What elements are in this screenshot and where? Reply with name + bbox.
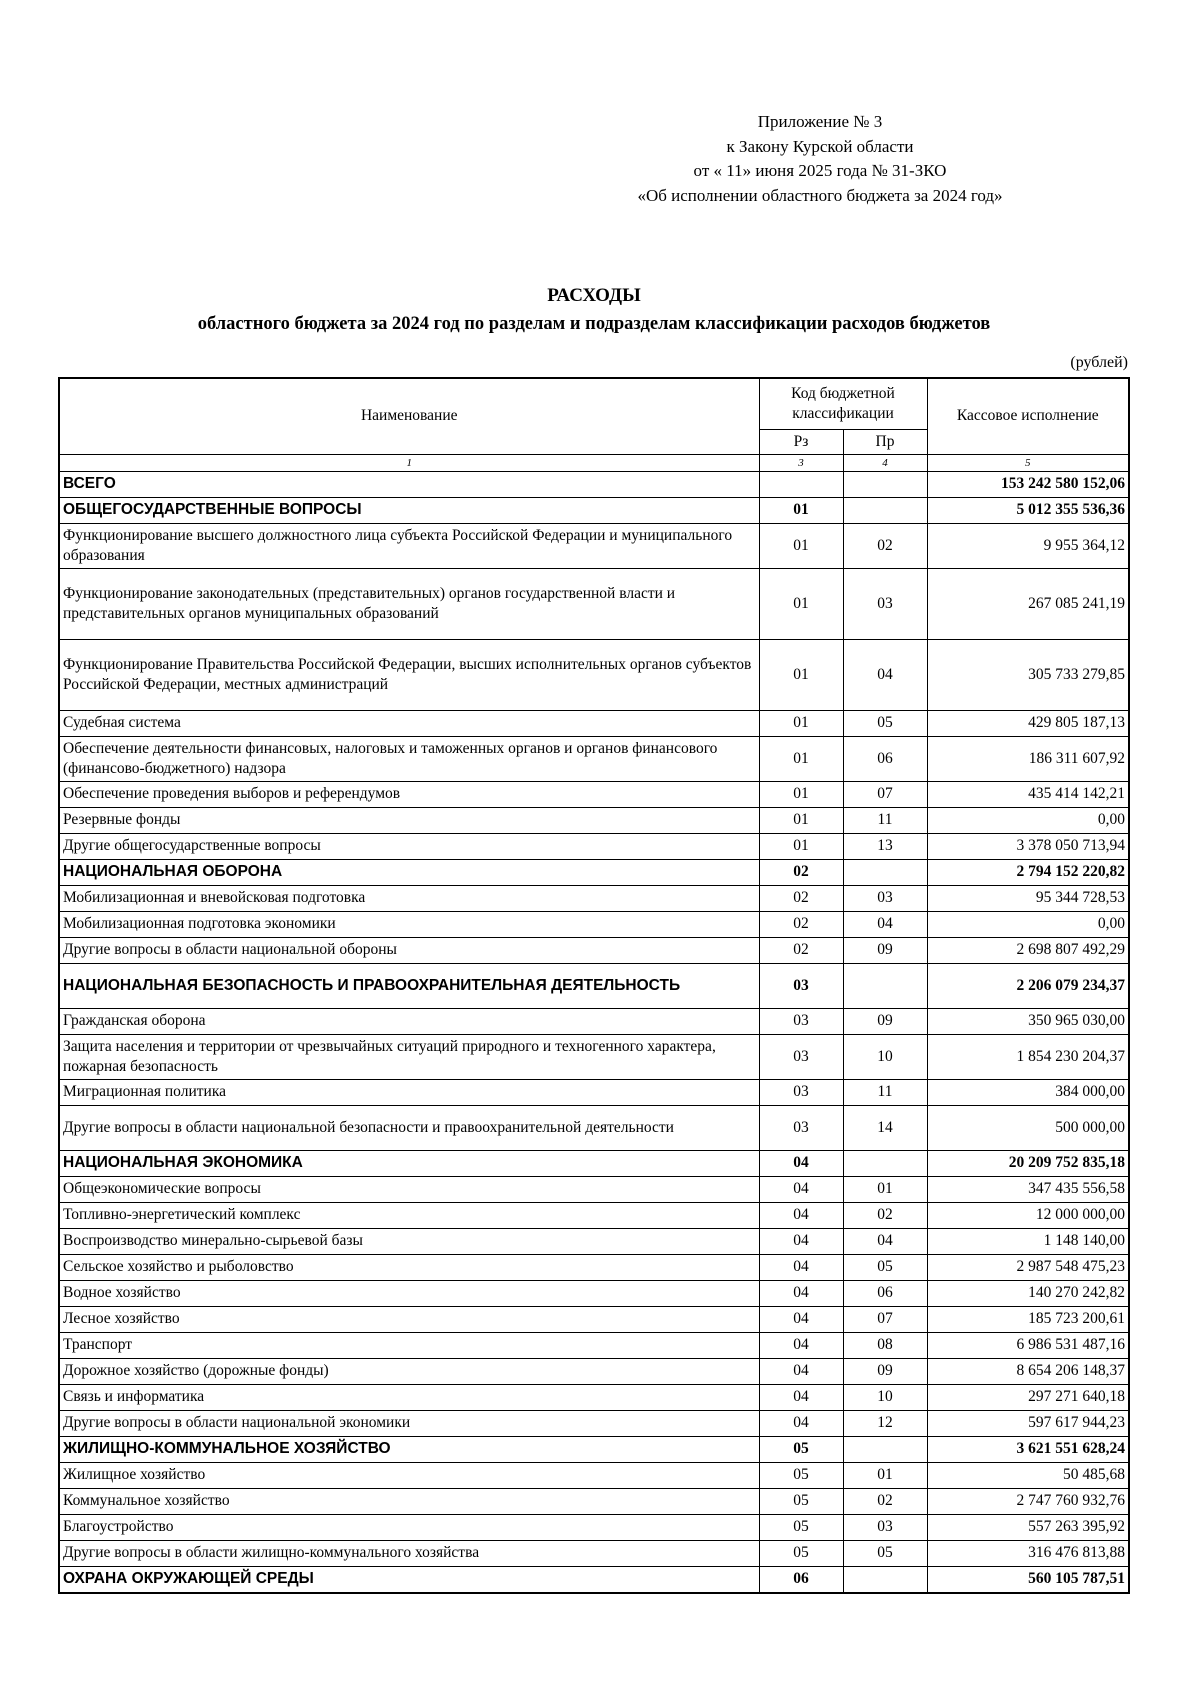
- row-name: ОХРАНА ОКРУЖАЮЩЕЙ СРЕДЫ: [59, 1566, 759, 1593]
- row-pr-code: 14: [843, 1105, 927, 1150]
- row-rz-code: 03: [759, 963, 843, 1008]
- table-section-row: [59, 1150, 1129, 1176]
- appendix-line-3: от « 11» июня 2025 года № 31-ЗКО: [693, 161, 947, 180]
- row-amount: 435 414 142,21: [927, 781, 1129, 807]
- row-amount: 8 654 206 148,37: [927, 1358, 1129, 1384]
- row-amount: 6 986 531 487,16: [927, 1332, 1129, 1358]
- row-pr-code: 04: [843, 1228, 927, 1254]
- row-rz-code: 01: [759, 736, 843, 781]
- row-pr-code: 05: [843, 1540, 927, 1566]
- index-col-5: 5: [927, 454, 1129, 471]
- row-name: Благоустройство: [59, 1514, 759, 1540]
- row-amount: 2 698 807 492,29: [927, 937, 1129, 963]
- title-main: РАСХОДЫ: [547, 285, 641, 306]
- row-amount: 500 000,00: [927, 1105, 1129, 1150]
- row-name: Воспроизводство минерально-сырьевой базы: [59, 1228, 759, 1254]
- row-pr-code: 10: [843, 1034, 927, 1079]
- row-rz-code: 05: [759, 1462, 843, 1488]
- row-amount: 20 209 752 835,18: [927, 1150, 1129, 1176]
- row-amount: 3 621 551 628,24: [927, 1436, 1129, 1462]
- header-pr: Пр: [843, 429, 927, 454]
- row-name: Резервные фонды: [59, 807, 759, 833]
- row-amount: 140 270 242,82: [927, 1280, 1129, 1306]
- row-name: Водное хозяйство: [59, 1280, 759, 1306]
- table-section-row: [59, 1566, 1129, 1593]
- table-row: [59, 639, 1129, 710]
- row-pr-code: [843, 963, 927, 1008]
- row-rz-code: 04: [759, 1202, 843, 1228]
- row-pr-code: 02: [843, 1488, 927, 1514]
- row-rz-code: 05: [759, 1436, 843, 1462]
- row-pr-code: 03: [843, 885, 927, 911]
- appendix-line-4: «Об исполнении областного бюджета за 2024 год»: [637, 185, 1003, 205]
- appendix-line-1: Приложение № 3: [757, 112, 883, 131]
- header-name: Наименование: [59, 378, 759, 454]
- row-name: Функционирование высшего должностного лица субъекта Российской Федерации и муниципального образования: [59, 523, 759, 568]
- table-row: [59, 1332, 1129, 1358]
- row-rz-code: 06: [759, 1566, 843, 1593]
- row-rz-code: 04: [759, 1150, 843, 1176]
- row-pr-code: [843, 471, 927, 497]
- row-rz-code: 04: [759, 1280, 843, 1306]
- row-name: Жилищное хозяйство: [59, 1462, 759, 1488]
- row-rz-code: 04: [759, 1176, 843, 1202]
- row-name: Мобилизационная и вневойсковая подготовка: [59, 885, 759, 911]
- row-pr-code: [843, 497, 927, 523]
- row-name: Сельское хозяйство и рыболовство: [59, 1254, 759, 1280]
- row-amount: 1 854 230 204,37: [927, 1034, 1129, 1079]
- row-rz-code: 04: [759, 1332, 843, 1358]
- row-pr-code: 02: [843, 523, 927, 568]
- row-amount: 384 000,00: [927, 1079, 1129, 1105]
- row-rz-code: 02: [759, 885, 843, 911]
- row-amount: 3 378 050 713,94: [927, 833, 1129, 859]
- row-pr-code: 07: [843, 1306, 927, 1332]
- title-subtitle: областного бюджета за 2024 год по разделам и подразделам классификации расходов бюджетов: [197, 314, 991, 334]
- row-rz-code: 02: [759, 859, 843, 885]
- row-amount: 305 733 279,85: [927, 639, 1129, 710]
- row-rz-code: 01: [759, 781, 843, 807]
- table-body: [59, 471, 1129, 1593]
- row-pr-code: 03: [843, 1514, 927, 1540]
- row-rz-code: 04: [759, 1306, 843, 1332]
- table-row: [59, 710, 1129, 736]
- row-amount: 350 965 030,00: [927, 1008, 1129, 1034]
- row-name: НАЦИОНАЛЬНАЯ БЕЗОПАСНОСТЬ И ПРАВООХРАНИТЕЛЬНАЯ ДЕЯТЕЛЬНОСТЬ: [59, 963, 759, 1008]
- row-pr-code: 08: [843, 1332, 927, 1358]
- row-pr-code: 05: [843, 1254, 927, 1280]
- row-name: Другие вопросы в области жилищно-коммунального хозяйства: [59, 1540, 759, 1566]
- row-name: ОБЩЕГОСУДАРСТВЕННЫЕ ВОПРОСЫ: [59, 497, 759, 523]
- table-section-row: [59, 497, 1129, 523]
- row-rz-code: 04: [759, 1254, 843, 1280]
- row-name: Коммунальное хозяйство: [59, 1488, 759, 1514]
- table-row: [59, 736, 1129, 781]
- row-name: Гражданская оборона: [59, 1008, 759, 1034]
- row-name: Судебная система: [59, 710, 759, 736]
- table-row: [59, 1202, 1129, 1228]
- table-row: [59, 911, 1129, 937]
- row-amount: 297 271 640,18: [927, 1384, 1129, 1410]
- table-row: [59, 1384, 1129, 1410]
- row-pr-code: [843, 1566, 927, 1593]
- row-pr-code: 07: [843, 781, 927, 807]
- row-name: НАЦИОНАЛЬНАЯ ЭКОНОМИКА: [59, 1150, 759, 1176]
- row-name: Дорожное хозяйство (дорожные фонды): [59, 1358, 759, 1384]
- row-amount: 560 105 787,51: [927, 1566, 1129, 1593]
- row-amount: 5 012 355 536,36: [927, 497, 1129, 523]
- row-amount: 557 263 395,92: [927, 1514, 1129, 1540]
- row-name: Другие вопросы в области национальной обороны: [59, 937, 759, 963]
- row-pr-code: 04: [843, 639, 927, 710]
- table-row: [59, 1034, 1129, 1079]
- row-pr-code: 03: [843, 568, 927, 639]
- table-row: [59, 1254, 1129, 1280]
- row-name: Транспорт: [59, 1332, 759, 1358]
- row-amount: 429 805 187,13: [927, 710, 1129, 736]
- table-row: [59, 1462, 1129, 1488]
- appendix-line-2: к Закону Курской области: [726, 136, 914, 156]
- row-rz-code: 03: [759, 1105, 843, 1150]
- row-name: Обеспечение проведения выборов и референдумов: [59, 781, 759, 807]
- row-name: Другие вопросы в области национальной экономики: [59, 1410, 759, 1436]
- row-pr-code: 06: [843, 1280, 927, 1306]
- row-pr-code: 13: [843, 833, 927, 859]
- table-row: [59, 807, 1129, 833]
- row-amount: 186 311 607,92: [927, 736, 1129, 781]
- row-amount: 2 794 152 220,82: [927, 859, 1129, 885]
- table-section-row: [59, 471, 1129, 497]
- table-row: [59, 1228, 1129, 1254]
- row-amount: 153 242 580 152,06: [927, 471, 1129, 497]
- table-section-row: [59, 859, 1129, 885]
- row-rz-code: [759, 471, 843, 497]
- row-rz-code: 03: [759, 1034, 843, 1079]
- row-rz-code: 01: [759, 807, 843, 833]
- row-name: Топливно-энергетический комплекс: [59, 1202, 759, 1228]
- row-pr-code: 09: [843, 937, 927, 963]
- table-row: [59, 1514, 1129, 1540]
- row-rz-code: 04: [759, 1228, 843, 1254]
- row-name: Другие общегосударственные вопросы: [59, 833, 759, 859]
- row-rz-code: 02: [759, 937, 843, 963]
- row-amount: 0,00: [927, 807, 1129, 833]
- row-rz-code: 02: [759, 911, 843, 937]
- row-rz-code: 01: [759, 639, 843, 710]
- row-name: Функционирование законодательных (представительных) органов государственной власти и представительных органов муниципальных образований: [59, 568, 759, 639]
- row-name: Обеспечение деятельности финансовых, налоговых и таможенных органов и органов финансового (финансово-бюджетного) надзора: [59, 736, 759, 781]
- row-amount: 2 206 079 234,37: [927, 963, 1129, 1008]
- table-row: [59, 1540, 1129, 1566]
- row-pr-code: 02: [843, 1202, 927, 1228]
- row-pr-code: 12: [843, 1410, 927, 1436]
- row-pr-code: 06: [843, 736, 927, 781]
- row-rz-code: 03: [759, 1008, 843, 1034]
- table-row: [59, 937, 1129, 963]
- row-amount: 0,00: [927, 911, 1129, 937]
- row-rz-code: 01: [759, 523, 843, 568]
- row-rz-code: 01: [759, 568, 843, 639]
- row-name: Лесное хозяйство: [59, 1306, 759, 1332]
- row-name: Защита населения и территории от чрезвычайных ситуаций природного и техногенного характера, пожарная безопасность: [59, 1034, 759, 1079]
- row-pr-code: 09: [843, 1358, 927, 1384]
- row-rz-code: 04: [759, 1410, 843, 1436]
- row-amount: 2 987 548 475,23: [927, 1254, 1129, 1280]
- row-pr-code: 10: [843, 1384, 927, 1410]
- row-rz-code: 03: [759, 1079, 843, 1105]
- row-name: ВСЕГО: [59, 471, 759, 497]
- expenditure-table: [58, 377, 1130, 1594]
- row-rz-code: 05: [759, 1514, 843, 1540]
- row-rz-code: 01: [759, 497, 843, 523]
- row-name: ЖИЛИЩНО-КОММУНАЛЬНОЕ ХОЗЯЙСТВО: [59, 1436, 759, 1462]
- row-amount: 95 344 728,53: [927, 885, 1129, 911]
- row-name: Связь и информатика: [59, 1384, 759, 1410]
- row-rz-code: 04: [759, 1384, 843, 1410]
- table-row: [59, 1176, 1129, 1202]
- row-rz-code: 01: [759, 833, 843, 859]
- row-amount: 50 485,68: [927, 1462, 1129, 1488]
- row-amount: 267 085 241,19: [927, 568, 1129, 639]
- row-rz-code: 05: [759, 1488, 843, 1514]
- row-pr-code: 01: [843, 1176, 927, 1202]
- row-amount: 9 955 364,12: [927, 523, 1129, 568]
- table-row: [59, 1079, 1129, 1105]
- appendix-header: [560, 110, 1080, 208]
- row-rz-code: 01: [759, 710, 843, 736]
- row-rz-code: 04: [759, 1358, 843, 1384]
- table-row: [59, 523, 1129, 568]
- row-name: Мобилизационная подготовка экономики: [59, 911, 759, 937]
- row-pr-code: [843, 1436, 927, 1462]
- table-row: [59, 885, 1129, 911]
- row-name: НАЦИОНАЛЬНАЯ ОБОРОНА: [59, 859, 759, 885]
- header-rz: Рз: [759, 429, 843, 454]
- row-amount: 12 000 000,00: [927, 1202, 1129, 1228]
- row-pr-code: 11: [843, 807, 927, 833]
- row-amount: 2 747 760 932,76: [927, 1488, 1129, 1514]
- table-row: [59, 1358, 1129, 1384]
- row-pr-code: 01: [843, 1462, 927, 1488]
- units-label: (рублей): [1070, 354, 1128, 371]
- row-amount: 185 723 200,61: [927, 1306, 1129, 1332]
- row-pr-code: [843, 859, 927, 885]
- table-row: [59, 781, 1129, 807]
- index-col-3: 3: [759, 454, 843, 471]
- table-row: [59, 1306, 1129, 1332]
- row-amount: 347 435 556,58: [927, 1176, 1129, 1202]
- table-section-row: [59, 1436, 1129, 1462]
- row-amount: 316 476 813,88: [927, 1540, 1129, 1566]
- header-code-group: Код бюджетной классификации: [759, 378, 927, 429]
- row-name: Другие вопросы в области национальной безопасности и правоохранительной деятельности: [59, 1105, 759, 1150]
- row-name: Общеэкономические вопросы: [59, 1176, 759, 1202]
- table-row: [59, 833, 1129, 859]
- table-row: [59, 1105, 1129, 1150]
- table-row: [59, 568, 1129, 639]
- row-amount: 597 617 944,23: [927, 1410, 1129, 1436]
- table-section-row: [59, 963, 1129, 1008]
- row-name: Функционирование Правительства Российской Федерации, высших исполнительных органов субъектов Российской Федерации, местных администраций: [59, 639, 759, 710]
- header-amount: Кассовое исполнение: [927, 378, 1129, 454]
- row-amount: 1 148 140,00: [927, 1228, 1129, 1254]
- row-name: Миграционная политика: [59, 1079, 759, 1105]
- table-row: [59, 1410, 1129, 1436]
- index-col-1: 1: [59, 454, 759, 471]
- index-col-4: 4: [843, 454, 927, 471]
- table-row: [59, 1008, 1129, 1034]
- row-rz-code: 05: [759, 1540, 843, 1566]
- document-title: [58, 282, 1130, 338]
- row-pr-code: 04: [843, 911, 927, 937]
- row-pr-code: 05: [843, 710, 927, 736]
- row-pr-code: [843, 1150, 927, 1176]
- table-row: [59, 1280, 1129, 1306]
- row-pr-code: 11: [843, 1079, 927, 1105]
- table-row: [59, 1488, 1129, 1514]
- row-pr-code: 09: [843, 1008, 927, 1034]
